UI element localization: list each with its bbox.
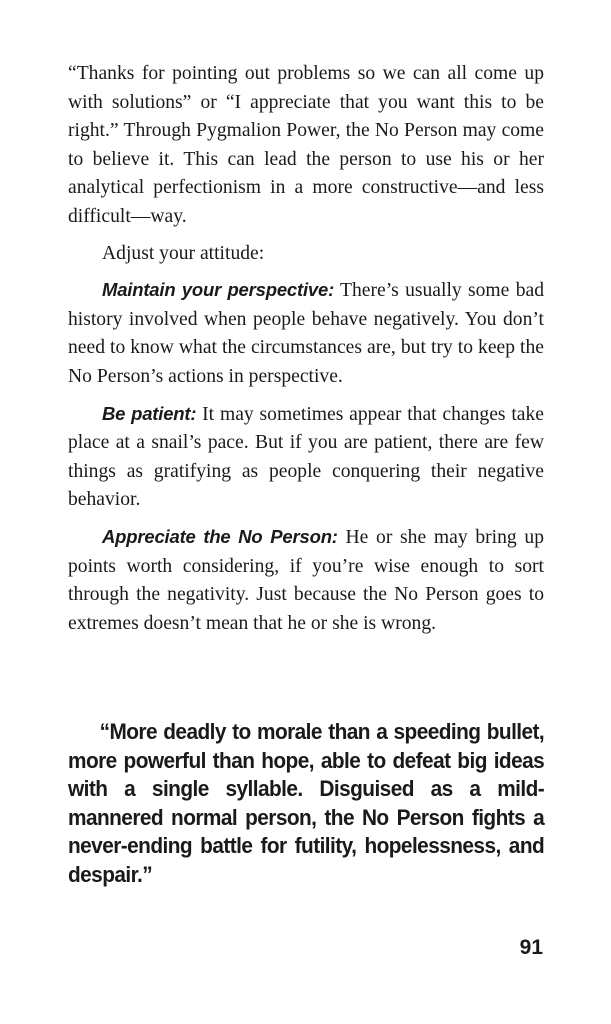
paragraph-appreciate [68,523,544,638]
term-appreciate-no-person: Appreciate the No Person: [102,525,338,547]
paragraph-perspective [68,276,544,391]
text-maintain-perspective: There’s usually some bad history involved when people behave negatively. You don’t need to know what the circumstances are, but try to keep the No Person’s actions in perspective. [68,280,544,387]
text-be-patient: It may sometimes appear that changes take place at a snail’s pace. But if you are patient, there are few things as gratifying as people conquering their negative behavior. [68,403,544,511]
pull-quote: “More deadly to morale than a speeding bullet, more powerful than hope, able to defeat big ideas with a single syllable. Disguised as a mild-mannered normal person, the No Person fights a never-ending battle for futility, hopelessness, and despair.” [68,719,545,887]
paragraph-patient [68,400,544,515]
page-body [68,60,544,638]
paragraph-pygmalion: “Thanks for pointing out problems so we can all come up with solutions” or “I appreciate that you want this to be right.” Through Pygmalion Power, the No Person may come to believe it. This can lead the person to use his or her analytical perfectionism in a more constructive—and less difficult—way. [68,63,544,227]
term-be-patient: Be patient: [102,402,197,424]
paragraph-adjust-attitude: Adjust your attitude: [102,242,265,264]
page-number: 91 [519,936,543,959]
term-maintain-perspective: Maintain your perspective: [102,279,335,301]
text-appreciate-no-person: He or she may bring up points worth considering, if you’re wise enough to sort through the negativity. Just because the No Person goes to extremes doesn’t mean that he or she is wrong. [68,526,544,634]
